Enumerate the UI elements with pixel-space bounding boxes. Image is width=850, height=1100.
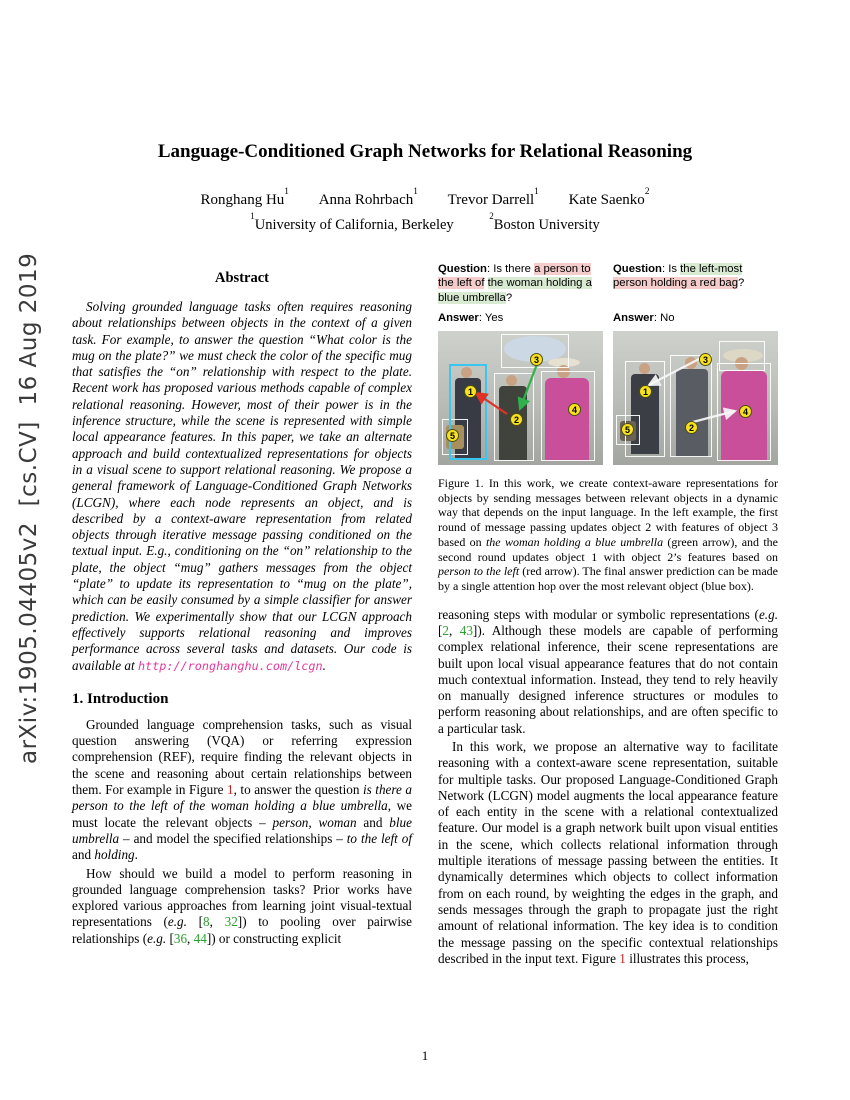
author-affiliation-mark: 2 [644, 186, 650, 197]
text-segment: blue umbrella [72, 814, 412, 846]
figure-1 [438, 262, 778, 607]
text-segment: : Yes [478, 312, 504, 324]
text-segment: , [308, 814, 319, 830]
question-text-left [438, 262, 603, 309]
text-segment: [ [186, 914, 204, 930]
text-segment: and [356, 814, 390, 830]
message-arrows-right [613, 331, 778, 465]
message-arrows-left [438, 331, 603, 465]
text-segment: e.g. [147, 930, 167, 946]
text-segment: (red arrow). The final answer prediction can be made by a single attention hop over the most relevant object (blue box). [438, 564, 778, 593]
text-segment: ? [738, 277, 745, 290]
object-marker: 3 [530, 353, 543, 366]
text-segment: person [272, 814, 309, 830]
object-marker: 1 [639, 385, 652, 398]
text-segment: Question [613, 263, 662, 275]
author [318, 186, 418, 208]
answer-text-left [438, 312, 603, 324]
text-segment: person to the left [438, 564, 520, 579]
citation-link[interactable]: 8 [203, 914, 210, 930]
object-marker: 1 [464, 385, 477, 398]
figure-panel-left [438, 262, 603, 465]
text-segment: , [209, 914, 225, 930]
text-segment: [ [166, 930, 174, 946]
answer-text-right [613, 312, 778, 324]
author-affiliation-mark: 1 [534, 186, 539, 197]
text-segment: the left-most [680, 263, 743, 275]
text-segment: and [72, 847, 95, 863]
abstract-heading: Abstract [215, 270, 269, 286]
paper-title: Language-Conditioned Graph Networks for Relational Reasoning [157, 141, 693, 162]
figure-photo-right [613, 331, 778, 465]
affiliation-line [72, 210, 778, 234]
page-number: 1 [421, 1048, 429, 1063]
author [447, 186, 539, 208]
text-segment: woman [318, 814, 357, 830]
paper-header [72, 140, 778, 234]
intro-paragraph-1 [72, 717, 412, 864]
text-segment: holding [94, 847, 135, 863]
green-arrow [520, 364, 537, 409]
citation-link[interactable]: 32 [224, 914, 238, 930]
citation-link[interactable]: 36 [173, 930, 188, 946]
author-affiliation-mark: 1 [284, 186, 289, 197]
text-segment: , [187, 930, 194, 946]
figure-photo-left [438, 331, 603, 465]
intro-paragraph-2 [72, 866, 412, 947]
figure-reference[interactable]: 1 [619, 950, 626, 966]
object-marker: 5 [621, 423, 634, 436]
text-segment: , we must locate the relevant objects – [72, 798, 412, 830]
text-segment: ]) to pooling over pairwise relationships ( [72, 914, 412, 946]
text-segment: person holding a red bag [613, 277, 738, 290]
question-text-right [613, 262, 778, 309]
text-segment: the woman holding a blue umbrella [485, 534, 664, 549]
author-line [72, 186, 778, 209]
citation-link[interactable]: 43 [459, 622, 473, 638]
author-affiliation-mark: 1 [413, 186, 418, 197]
object-marker: 2 [510, 413, 523, 426]
object-marker: 5 [446, 429, 459, 442]
author [568, 186, 650, 208]
citation-link[interactable]: 2 [442, 622, 449, 638]
abstract-text [72, 299, 412, 674]
code-url-link[interactable]: http://ronghanghu.com/lcgn [137, 658, 323, 673]
object-marker: 4 [568, 403, 581, 416]
figure-caption [438, 476, 778, 594]
text-segment: : Is [661, 263, 681, 275]
figure-panel-right [613, 262, 778, 465]
object-marker: 4 [739, 405, 752, 418]
text-segment: illustrates this process, [625, 950, 749, 966]
text-segment: , to answer the question [233, 782, 363, 798]
text-segment: reasoning steps with modular or symbolic representations ( [438, 606, 759, 622]
text-segment: : Is there [486, 263, 535, 275]
section-heading-introduction: 1. Introduction [72, 690, 169, 707]
text-segment: – and model the specified relationships – [119, 830, 347, 846]
gray-arrow [689, 411, 735, 423]
text-segment: Answer [438, 312, 479, 324]
text-segment: ]) or constructing explicit [206, 930, 342, 946]
affiliation: $^2$Boston University [489, 210, 600, 233]
citation-link[interactable]: 44 [193, 930, 207, 946]
text-segment: How should we build a model to perform reasoning in grounded language comprehension tasks? Prior works have explored various approaches from learning joint visual-textual representations ( [72, 865, 412, 930]
text-segment: a person to the left of [438, 263, 591, 290]
text-segment: , [449, 622, 460, 638]
text-segment: ? [505, 291, 513, 304]
body-paragraph-2 [438, 739, 778, 967]
text-segment: to the left of [346, 830, 412, 846]
red-arrow [476, 393, 507, 414]
text-segment: . [134, 847, 138, 863]
arxiv-watermark: arXiv:1905.04405v2 [cs.CV] 16 Aug 2019 [16, 252, 42, 764]
author-name: Trevor Darrell [447, 192, 535, 208]
author-name: Anna Rohrbach [318, 192, 414, 208]
text-segment: is there a person to the left of the woman holding a blue umbrella [72, 782, 413, 814]
body-paragraph-continuation [438, 607, 778, 737]
object-marker: 3 [699, 353, 712, 366]
text-segment: Answer [613, 312, 654, 324]
text-segment: (green arrow), and the second round updates object 1 with object 2’s features based on [438, 534, 778, 564]
right-column [438, 262, 778, 969]
figure-reference[interactable]: 1 [227, 782, 234, 798]
text-segment: . [322, 657, 326, 673]
text-segment: e.g. [758, 606, 778, 622]
text-segment: [ [438, 622, 443, 638]
text-segment: In this work, we propose an alternative way to facilitate reasoning with a context-aware scene representation, suitable for multiple tasks. Our proposed Language-Conditioned Graph Network (LCGN) model augments the local appearance feature of each entity in the scene with a relational contextualized feature. Our model is a graph network built upon visual entities in the scene, which collects relational information through multiple iterations of message passing between the entities. It dynamically determines which objects to collect information from on each round, by weighting the edges in the graph, and sends messages through the graph to propagate just the right amount of relational information. The key idea is to condition the message passing on the specific contextual relationships described in the input text. Figure [438, 739, 778, 966]
text-segment: e.g. [167, 914, 187, 930]
text-segment: ]). Although these models are capable of performing complex relational inference, their scene representations are built upon local visual appearance features that do not contain much contextual information. Instead, they tend to rely heavily on manually designed inference structures or modules to perform reasoning about relationships, and are often specific to a particular task. [438, 622, 778, 736]
text-segment: the woman holding a blue umbrella [438, 277, 592, 304]
left-column [72, 270, 412, 949]
author-name: Ronghang Hu [200, 192, 285, 208]
affiliation: $^1$University of California, Berkeley [250, 210, 454, 233]
text-segment: Figure 1. In this work, we create context-aware representations for objects by sending messages between relevant objects in a dynamic way that depends on the input language. In the left example, the first round of message passing updates object 2 with features of object 3 based on [438, 476, 778, 549]
gray-arrow [649, 359, 699, 385]
text-segment: Solving grounded language tasks often requires reasoning about relationships between objects in the context of a given task. For example, to answer the question “What color is the mug on the plate?” we must check the color of the specific mug that satisfies the “on” relationship with respect to the plate. Recent work has proposed various methods capable of complex relational reasoning. However, most of their power is in the inference structure, while the scene is represented with simple local appearance features. In this paper, we take an alternate approach and build contextualized representations for objects in a visual scene to support relational reasoning. We propose a general framework of Language-Conditioned Graph Networks (LCGN), where each node represents an object, and is described by a context-aware representation from related objects through iterative message passing conditioned on the textual input. E.g., conditioning on the “on” relationship to the plate, the object “mug” gathers messages from the object “plate” to update its representation to “mug on the plate”, which can be easily consumed by a simple classifier for answer prediction. We experimentally show that our LCGN approach effectively supports relational reasoning and improves performance across several tasks and datasets. Our code is available at [72, 299, 412, 673]
author-name: Kate Saenko [568, 192, 645, 208]
text-segment: Question [438, 263, 487, 275]
text-segment: : No [653, 312, 675, 324]
text-segment: Grounded language comprehension tasks, such as visual question answering (VQA) or referring expression comprehension (REF), require finding the relevant objects in the scene and reasoning about certain relationships between them. For example in Figure [72, 716, 412, 798]
author [200, 186, 289, 208]
object-marker: 2 [685, 421, 698, 434]
